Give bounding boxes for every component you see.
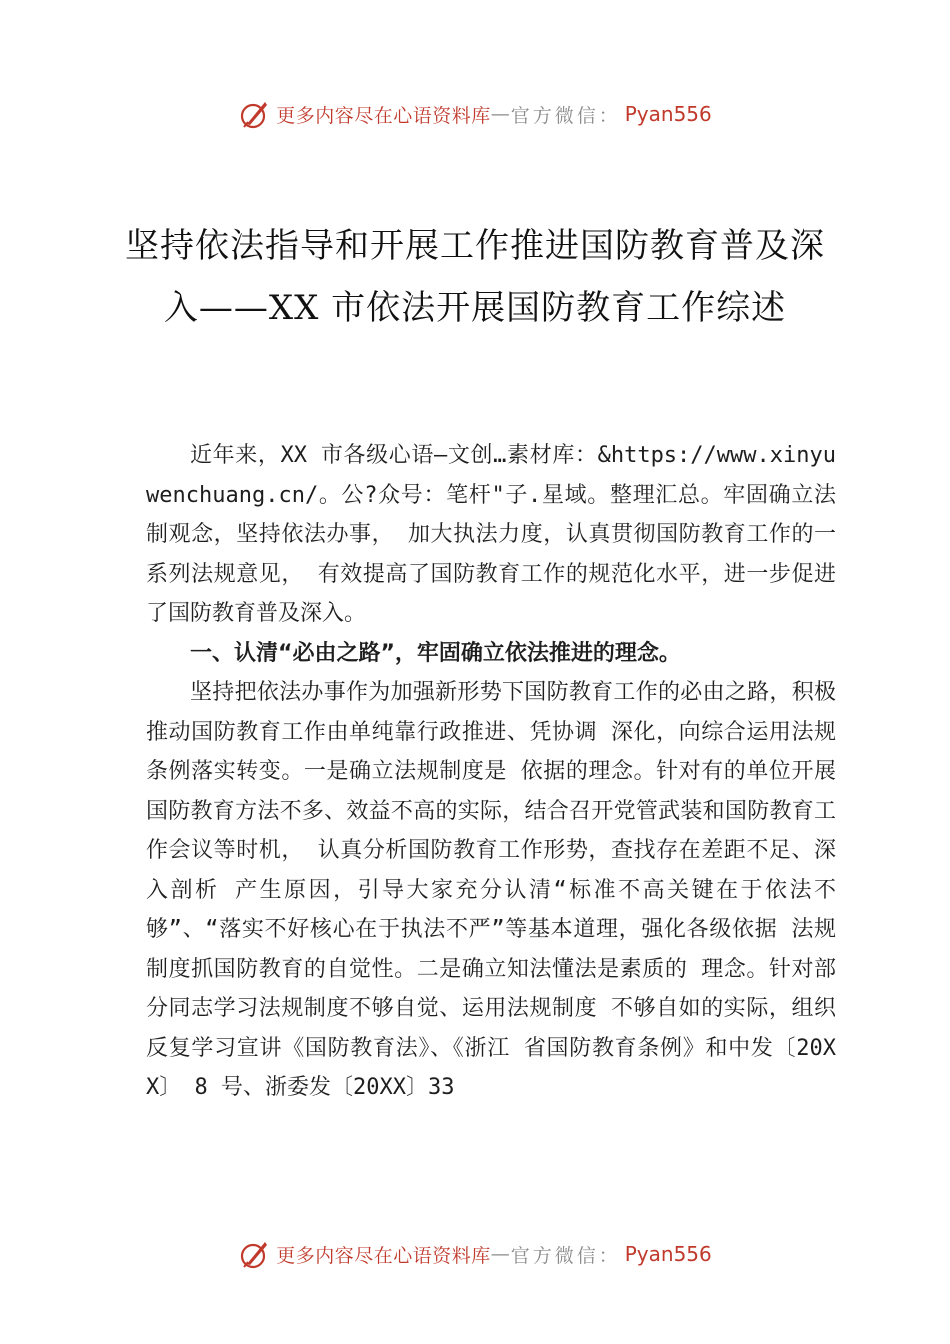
banner-site-name: 更多内容尽在心语资料库 <box>276 104 491 127</box>
section-heading: 一、认清“必由之路”，牢固确立依法推进的理念。 <box>190 640 681 666</box>
banner-contact-label: 官方微信： <box>510 104 621 127</box>
paragraph-section-one: 坚持把依法办事作为加强新形势下国防教育工作的必由之路，积极推动国防教育工作由单纯靠行政推进、凭协调 深化，向综合运用法规条例落实转变。一是确立法规制度是 依据的理念。针对有的单位开展国防教育方法不多、效益不高的实际，结合召开党管武装和国防教育工作会议等时机， 认真分析国防教育工作形势，查找存在差距不足、深入剖析 产生原因，引导大家充分认清“标准不高关键在于依法不够”、“落实不好核心在于执法不严”等基本道理，强化各级依据 法规制度抓国防教育的自觉性。二是确立知法懂法是素质的 理念。针对部分同志学习法规制度不够自觉、运用法规制度 不够自如的实际，组织反复学习宣讲《国防教育法》、《浙江 省国防教育条例》和中发〔20XX〕 8 号、浙委发〔20XX〕33 <box>146 680 836 1100</box>
document-body <box>146 436 836 1108</box>
footer-contact-label: 官方微信： <box>510 1244 621 1267</box>
footer-separator: — <box>490 1243 511 1265</box>
header-banner <box>0 94 950 134</box>
banner-contact-value: Pyan556 <box>624 102 712 126</box>
quill-logo-icon <box>238 97 272 131</box>
document-title: 坚持依法指导和开展工作推进国防教育普及深入——XX 市依法开展国防教育工作综述 <box>125 226 825 328</box>
footer-contact-value: Pyan556 <box>624 1242 712 1266</box>
paragraph-intro: 近年来，XX 市各级心语—文创…素材库：&https://www.xinyuwenchuang.cn/。公?众号：笔杆"子.星域。整理汇总。牢固确立法制观念，坚持依法办事， 加大执法力度，认真贯彻国防教育工作的一系列法规意见， 有效提高了国防教育工作的规范化水平，进一步促进了国防教育普及深入。 <box>146 443 836 626</box>
footer-site-name: 更多内容尽在心语资料库 <box>276 1244 491 1267</box>
banner-separator: — <box>490 103 511 125</box>
footer-banner <box>0 1234 950 1274</box>
quill-logo-icon <box>238 1237 272 1271</box>
